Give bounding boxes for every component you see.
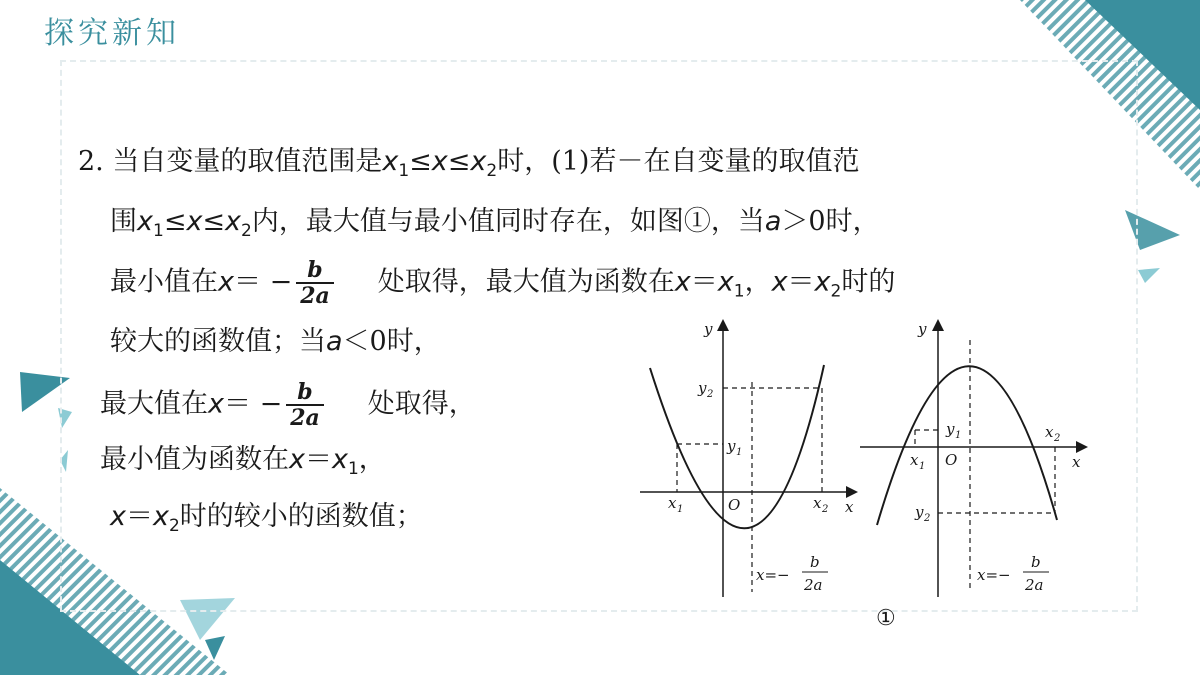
math-op: ＝ [787, 266, 815, 298]
axis-x-label: x [845, 498, 854, 516]
text: 围 [110, 206, 137, 237]
text-line-3 [110, 258, 895, 312]
fraction-b-over-2a [296, 258, 334, 308]
text: 较大的函数值；当 [110, 326, 326, 357]
math-var: x [137, 206, 153, 237]
text: 内，最大值与最小值同时存在，如图①，当 [251, 206, 765, 237]
text: 时的 [841, 266, 896, 298]
math-sub: 2 [486, 161, 498, 181]
y1-sub: 1 [736, 447, 743, 458]
math-var: x [225, 206, 242, 237]
fraction-b-over-2a [286, 380, 324, 430]
text: 最小值为函数在 [100, 444, 289, 475]
math-var: x [431, 146, 448, 177]
math-op: ≤ [409, 146, 432, 177]
math-var: x [382, 146, 399, 177]
vertex-frac-num: b [810, 553, 820, 571]
math-var: x [717, 266, 734, 298]
y1-label: y [946, 420, 955, 438]
math-sub: 2 [168, 516, 180, 536]
x1-label: x [910, 451, 919, 469]
math-var: x [771, 266, 788, 298]
origin-label: O [728, 496, 741, 514]
math-sub: 2 [830, 281, 842, 302]
math-sub: 1 [398, 161, 410, 181]
text: 2. 当自变量的取值范围是 [78, 146, 383, 177]
text: 处取得，最大值为函数在 [377, 266, 675, 298]
axis-y-label: y [704, 320, 713, 338]
math-var: x [289, 444, 305, 475]
axis-of-symmetry-label: x=− [756, 566, 790, 584]
math-sub: 1 [347, 459, 359, 479]
math-op: ＝ − [223, 388, 283, 420]
vertex-frac-num: b [1031, 553, 1041, 571]
math-var: x [152, 501, 169, 532]
frac-num: b [286, 380, 324, 406]
math-sub: 1 [733, 281, 745, 302]
axis-x-label: x [1072, 453, 1081, 471]
y2-label: y [915, 503, 924, 521]
origin-label: O [945, 451, 958, 469]
graph-a-negative [860, 320, 1085, 597]
y2-sub: 2 [924, 513, 931, 524]
x1-sub: 1 [677, 504, 684, 515]
x1-sub: 1 [919, 461, 926, 472]
text-line-5 [100, 380, 476, 430]
axis-of-symmetry-label: x=− [977, 566, 1011, 584]
math-op: ≤ [447, 146, 471, 177]
math-op: ＝ [125, 501, 153, 532]
frac-den: 2a [300, 283, 330, 309]
math-var: a [764, 206, 782, 237]
math-op: ＝ − [233, 266, 293, 298]
vertex-frac-den: 2a [804, 576, 823, 594]
x2-label: x [1045, 423, 1054, 441]
text-line-2 [110, 202, 880, 251]
y1-sub: 1 [955, 430, 962, 441]
text-line-7 [110, 497, 423, 546]
text: 时的较小的函数值； [179, 501, 423, 532]
y2-sub: 2 [707, 389, 714, 400]
math-op: ≤ [202, 206, 226, 237]
x2-label: x [813, 494, 822, 512]
math-var: x [814, 266, 831, 298]
axis-y-label: y [918, 320, 927, 338]
math-op: ＝ [690, 266, 718, 298]
math-var: x [110, 501, 126, 532]
page-title: 探究新知 [44, 16, 180, 51]
math-sub: 1 [152, 221, 164, 241]
text: ， [358, 444, 386, 475]
y2-label: y [698, 379, 707, 397]
math-op: ＝ [304, 444, 332, 475]
math-var: x [331, 444, 348, 475]
math-var: x [186, 206, 203, 237]
math-var: x [208, 388, 224, 420]
graph-a-positive [640, 320, 855, 597]
math-var: x [470, 146, 487, 177]
frac-num: b [296, 258, 334, 284]
math-sub: 2 [241, 221, 252, 241]
text-line-1 [78, 142, 859, 191]
math-var: x [674, 266, 691, 298]
math-op: ≤ [163, 206, 187, 237]
x2-sub: 2 [822, 504, 829, 515]
math-var: x [218, 266, 234, 298]
vertex-frac-den: 2a [1025, 576, 1044, 594]
x2-sub: 2 [1054, 433, 1061, 444]
math-var: a [326, 326, 343, 357]
frac-den: 2a [290, 405, 320, 431]
x1-label: x [668, 494, 677, 512]
text: 最小值在 [110, 266, 218, 298]
parabola-figures [630, 310, 1100, 605]
text: ＞0时， [781, 206, 880, 237]
y1-label: y [727, 437, 736, 455]
text-line-6 [100, 440, 386, 489]
text: 时，(1)若－在自变量的取值范 [497, 146, 860, 177]
text-line-4 [110, 322, 441, 362]
figure-label: ① [876, 606, 896, 631]
text: ＜0时， [342, 326, 441, 357]
text: ， [744, 266, 772, 298]
text: 最大值在 [100, 388, 208, 420]
text: 处取得， [367, 388, 476, 420]
